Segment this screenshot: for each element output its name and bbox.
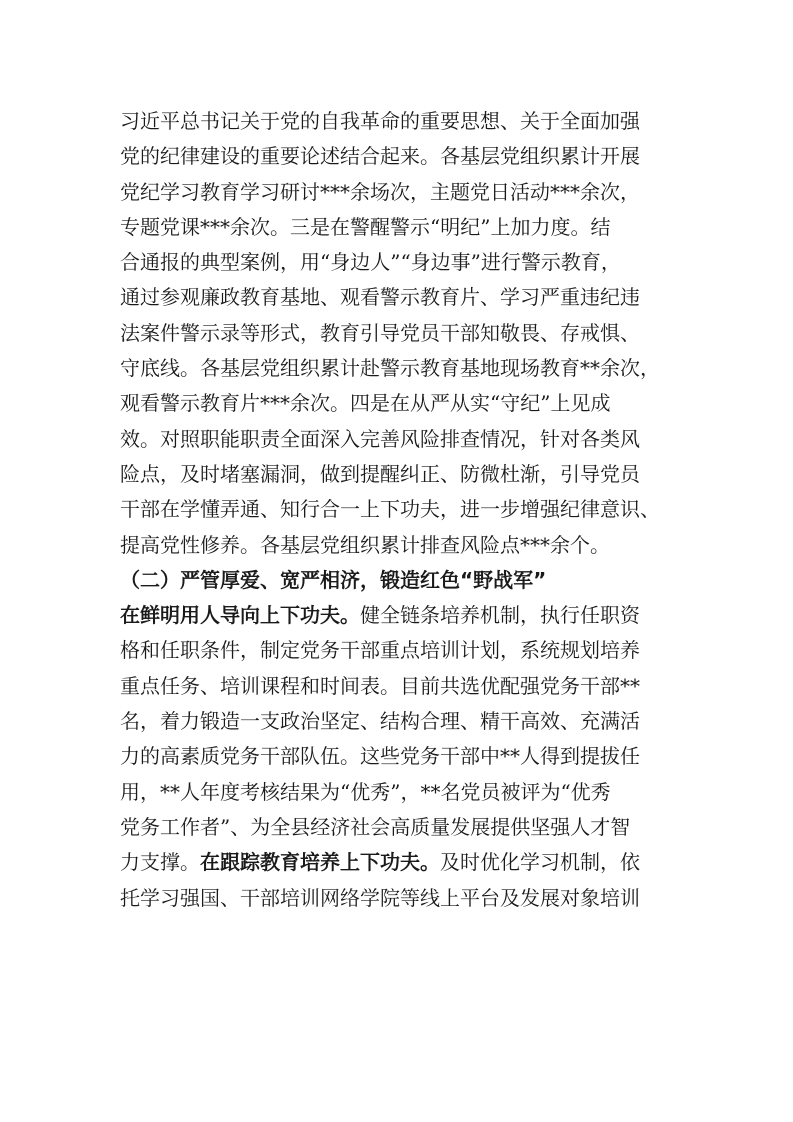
- body-text: 及时优化学习机制，依: [440, 850, 640, 875]
- body-line: 专题党课***余次。三是在警醒警示“明纪”上加力度。结: [120, 214, 611, 239]
- body-line: [120, 845, 690, 880]
- document-body: [120, 104, 690, 916]
- body-line: 干部在学懂弄通、知行合一上下功夫，进一步增强纪律意识、: [120, 497, 660, 522]
- body-line: 党纪学习教育学习研讨***余场次，主题党日活动***余次，: [120, 179, 640, 204]
- body-line: 力的高素质党务干部队伍。这些党务干部中**人得到提拔任: [120, 744, 640, 769]
- body-line: [120, 598, 690, 633]
- body-line: 党的纪律建设的重要论述结合起来。各基层党组织累计开展: [120, 144, 640, 169]
- body-line: 习近平总书记关于党的自我革命的重要思想、关于全面加强: [120, 109, 640, 133]
- body-line: 险点，及时堵塞漏洞，做到提醒纠正、防微杜渐，引导党员: [120, 461, 640, 486]
- body-line: 效。对照职能职责全面深入完善风险排查情况，针对各类风: [120, 426, 640, 451]
- body-line: 观看警示教育片***余次。四是在从严从实“守纪”上见成: [120, 391, 611, 416]
- body-line: 用，**人年度考核结果为“优秀”，**名党员被评为“优秀: [120, 779, 611, 804]
- body-line: 合通报的典型案例，用“身边人”“身边事”进行警示教育，: [120, 250, 621, 275]
- body-line: 名，着力锻造一支政治坚定、结构合理、精干高效、充满活: [120, 709, 640, 734]
- body-line: 通过参观廉政教育基地、观看警示教育片、学习严重违纪违: [120, 285, 640, 310]
- body-text: 力支撑。: [120, 850, 200, 875]
- body-line: 格和任职条件，制定党务干部重点培训计划，系统规划培养: [120, 638, 640, 663]
- body-line: 党务工作者”、为全县经济社会高质量发展提供坚强人才智: [120, 814, 631, 839]
- body-line: 守底线。各基层党组织累计赴警示教育基地现场教育**余次，: [120, 356, 660, 381]
- body-line: 托学习强国、干部培训网络学院等线上平台及发展对象培训: [120, 885, 640, 910]
- body-line: 提高党性修养。各基层党组织累计排查风险点***余个。: [120, 532, 610, 557]
- body-line: 法案件警示录等形式，教育引导党员干部知敬畏、存戒惧、: [120, 320, 640, 345]
- bold-lead-phrase: 在跟踪教育培养上下功夫。: [200, 850, 440, 875]
- section-heading: （二）严管厚爱、宽严相济，锻造红色“野战军”: [120, 567, 547, 592]
- body-line: 重点任务、培训课程和时间表。目前共选优配强党务干部**: [120, 673, 640, 698]
- body-text: 健全链条培养机制，执行任职资: [360, 603, 640, 628]
- bold-lead-phrase: 在鲜明用人导向上下功夫。: [120, 603, 360, 628]
